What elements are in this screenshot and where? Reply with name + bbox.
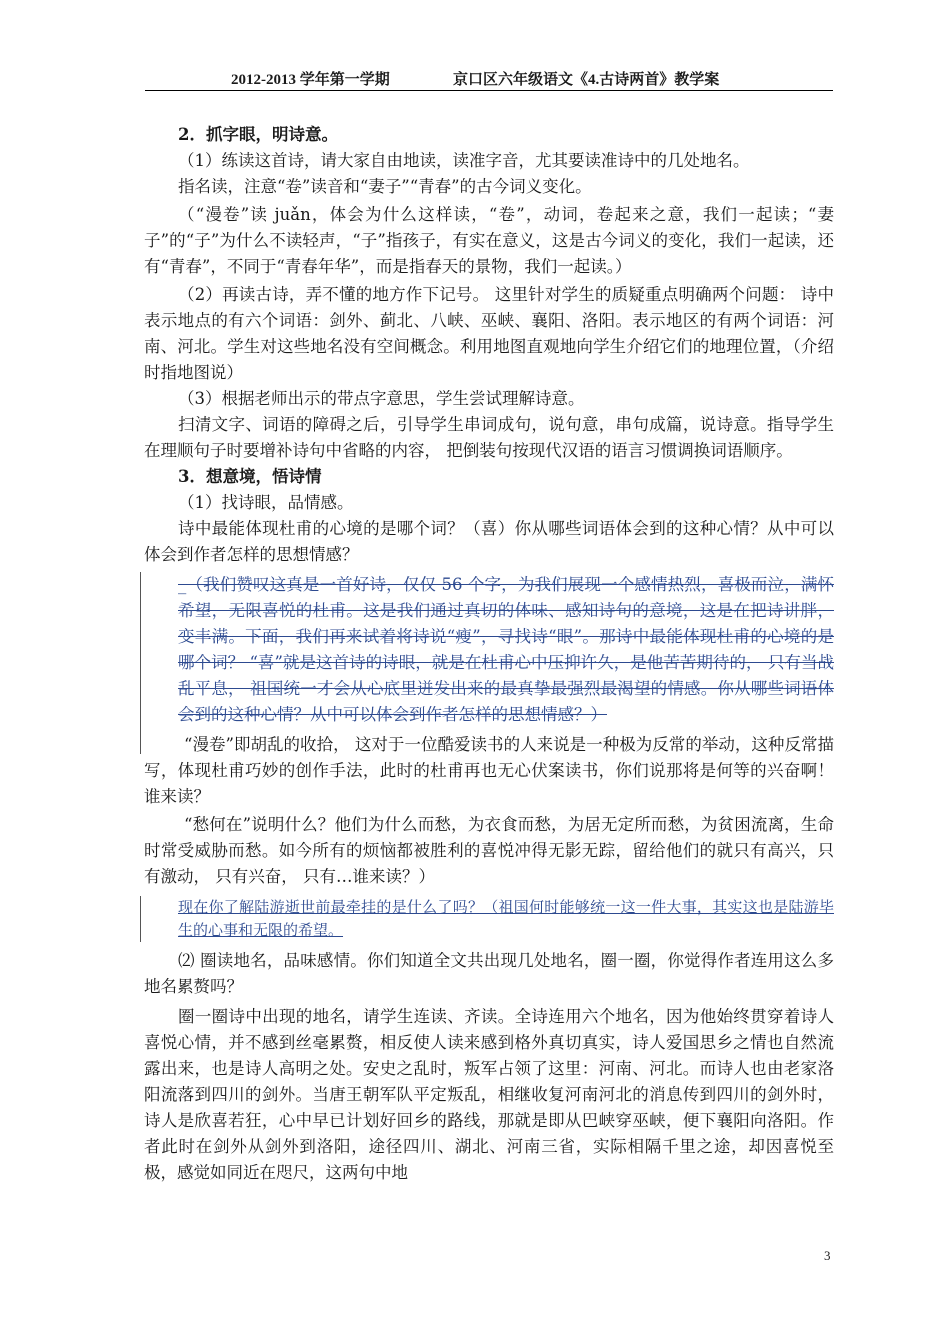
paragraph: （3）根据老师出示的带点字意思，学生尝试理解诗意。 — [178, 389, 585, 408]
header-title: 京口区六年级语文《4.古诗两首》教学案 — [453, 72, 720, 88]
deleted-text: _（我们赞叹这真是一首好诗，仅仅 56 个字，为我们展现一个感情热烈，喜极而泣，满怀希望，无限喜悦的杜甫。这是我们通过真切的体味、感知诗句的意境，这是在把诗讲胖，变丰满。下面，我们再来试着将诗说“瘦”，寻找诗“眼”。那诗中最能体现杜甫的心境的是哪个词？ “喜”就是这首诗的诗眼，就是在杜甫心中压抑许久，是他苦苦期待的， 只有当战乱平息， 祖国统一才会从心底里迸发出来的最真挚最强烈最渴望的情感。你从哪些词语体会到的这种心情？从中可以体会到作者怎样的思想情感？） — [178, 575, 834, 724]
paragraph: （“漫卷”读 juǎn，体会为什么这样读，“卷”，动词，卷起来之意，我们一起读；“妻子”的“子”为什么不读轻声，“子”指孩子，有实在意义，这是古今词义的变化，我们一起读，还有“青春”，不同于“青春年华”，而是指春天的景物，我们一起读。） — [144, 205, 834, 276]
paragraph: （2）再读古诗，弄不懂的地方作下记号。 这里针对学生的质疑重点明确两个问题： 诗中表示地点的有六个词语：剑外、蓟北、八峡、巫峡、襄阳、洛阳。表示地区的有两个词语：河南、河北。学生对这些地名没有空间概念。利用地图直观地向学生介绍它们的地理位置，（介绍时指地图说） — [144, 285, 834, 382]
paragraph: “愁何在”说明什么？他们为什么而愁，为衣食而愁，为居无定所而愁，为贫困流离，生命时常受威胁而愁。如今所有的烦恼都被胜利的喜悦冲得无影无踪，留给他们的就只有高兴，只有激动， 只有兴奋， 只有…谁来读？） — [144, 815, 834, 886]
paragraph: “漫卷”即胡乱的收拾， 这对于一位酷爱读书的人来说是一种极为反常的举动，这种反常描写，体现杜甫巧妙的创作手法，此时的杜甫再也无心伏案读书，你们说那将是何等的兴奋啊！谁来读？ — [144, 735, 834, 806]
deleted-revision-block — [144, 572, 834, 728]
paragraph: （1）练读这首诗，请大家自由地读，读准字音，尤其要读准诗中的几处地名。 — [178, 151, 750, 170]
paragraph: ⑵ 圈读地名，品味感情。你们知道全文共出现几处地名，圈一圈，你觉得作者连用这么多地名累赘吗？ — [144, 951, 834, 996]
page-header — [145, 66, 833, 91]
inserted-revision-block — [144, 896, 834, 942]
section-heading-3: 3．想意境，悟诗情 — [178, 467, 322, 486]
revision-bar — [140, 572, 141, 754]
revision-bar — [140, 896, 141, 942]
paragraph: （1）找诗眼，品情感。 — [178, 493, 354, 512]
paragraph: 指名读，注意“卷”读音和“妻子”“青春”的古今词义变化。 — [178, 177, 592, 196]
paragraph: 圈一圈诗中出现的地名，请学生连读、齐读。全诗连用六个地名，因为他始终贯穿着诗人喜悦心情，并不感到丝毫累赘，相反使人读来感到格外真切真实，诗人爱国思乡之情也自然流露出来，也是诗人高明之处。安史之乱时，叛军占领了这里：河南、河北。而诗人也由老家洛阳流落到四川的剑外。当唐王朝军队平定叛乱，相继收复河南河北的消息传到四川的剑外时，诗人是欣喜若狂，心中早已计划好回乡的路线，那就是即从巴峡穿巫峡，便下襄阳向洛阳。作者此时在剑外从剑外到洛阳，途径四川、湖北、河南三省，实际相隔千里之途，却因喜悦至极，感觉如同近在咫尺，这两句中地 — [144, 1007, 834, 1182]
header-term: 2012-2013 学年第一学期 — [231, 72, 390, 88]
inserted-text: 现在你了解陆游逝世前最牵挂的是什么了吗？（祖国何时能够统一这一件大事，其实这也是陆游毕生的心事和无限的希望。 — [178, 898, 834, 939]
document-body — [144, 122, 834, 1186]
section-heading-2: 2．抓字眼，明诗意。 — [178, 125, 338, 144]
page-number: 3 — [824, 1248, 831, 1263]
paragraph: 扫清文字、词语的障碍之后，引导学生串词成句，说句意，串句成篇，说诗意。指导学生在理顺句子时要增补诗句中省略的内容， 把倒装句按现代汉语的语言习惯调换词语顺序。 — [144, 415, 834, 460]
paragraph: 诗中最能体现杜甫的心境的是哪个词？（喜）你从哪些词语体会到的这种心情？从中可以体会到作者怎样的思想情感？ — [144, 519, 834, 564]
